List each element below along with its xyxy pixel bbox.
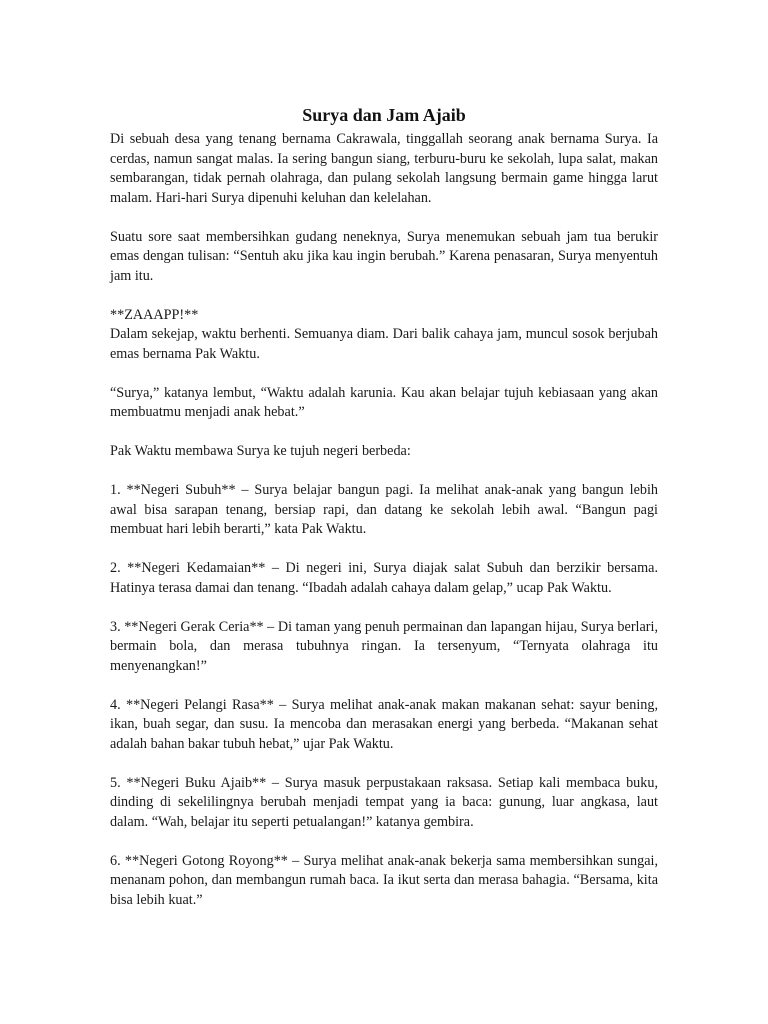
list-item-negeri-pelangi-rasa: 4. **Negeri Pelangi Rasa** – Surya melihat anak-anak makan makanan sehat: sayur bening, ikan, buah segar, dan susu. Ia mencoba dan merasakan energi yang berbeda. “Makanan sehat adalah bahan bakar tubuh hebat,” ujar Pak Waktu. [110, 696, 658, 752]
paragraph-clock-discovery: Suatu sore saat membersihkan gudang neneknya, Surya menemukan sebuah jam tua berukir emas dengan tulisan: “Sentuh aku jika kau ingin berubah.” Karena penasaran, Surya menyentuh jam itu. [110, 228, 658, 284]
list-item-negeri-kedamaian: 2. **Negeri Kedamaian** – Di negeri ini, Surya diajak salat Subuh dan berzikir bersama. Hatinya terasa damai dan tenang. “Ibadah adalah cahaya dalam gelap,” ucap Pak Waktu. [110, 560, 658, 596]
zaaapp-heading: **ZAAAPP!** [110, 306, 199, 323]
document-title: Surya dan Jam Ajaib [302, 105, 466, 125]
paragraph-seven-lands-intro: Pak Waktu membawa Surya ke tujuh negeri berbeda: [110, 443, 411, 459]
list-item-negeri-gerak-ceria: 3. **Negeri Gerak Ceria** – Di taman yang penuh permainan dan lapangan hijau, Surya berlari, bermain bola, dan merasa tubuhnya ringan. Ia tersenyum, “Ternyata olahraga itu menyenangkan!” [110, 618, 658, 674]
list-item-negeri-subuh: 1. **Negeri Subuh** – Surya belajar bangun pagi. Ia melihat anak-anak yang bangun lebih awal bisa sarapan tenang, bersiap rapi, dan datang ke sekolah lebih awal. “Bangun pagi membuat hari lebih berarti,” kata Pak Waktu. [110, 482, 658, 537]
paragraph-zaaapp [110, 306, 658, 365]
list-item-negeri-buku-ajaib: 5. **Negeri Buku Ajaib** – Surya masuk perpustakaan raksasa. Setiap kali membaca buku, dinding di sekelilingnya berubah menjadi tempat yang ia baca: gunung, luar angkasa, laut dalam. “Wah, belajar itu seperti petualangan!” katanya gembira. [110, 774, 658, 830]
list-item-negeri-gotong-royong: 6. **Negeri Gotong Royong** – Surya melihat anak-anak bekerja sama membersihkan sungai, menanam pohon, dan membangun rumah baca. Ia ikut serta dan merasa bahagia. “Bersama, kita bisa lebih kuat.” [110, 852, 658, 908]
paragraph-pak-waktu-speech: “Surya,” katanya lembut, “Waktu adalah karunia. Kau akan belajar tujuh kebiasaan yang akan membuatmu menjadi anak hebat.” [110, 384, 658, 420]
document-body [110, 104, 658, 910]
paragraph-intro: Di sebuah desa yang tenang bernama Cakrawala, tinggallah seorang anak bernama Surya. Ia cerdas, namun sangat malas. Ia sering bangun siang, terburu-buru ke sekolah, lupa salat, makan sembarangan, tidak pernah olahraga, dan pulang sekolah langsung bermain game hingga larut malam. Hari-hari Surya dipenuhi keluhan dan kelelahan. [110, 131, 658, 206]
zaaapp-text: Dalam sekejap, waktu berhenti. Semuanya diam. Dari balik cahaya jam, muncul sosok berjubah emas bernama Pak Waktu. [110, 326, 658, 362]
